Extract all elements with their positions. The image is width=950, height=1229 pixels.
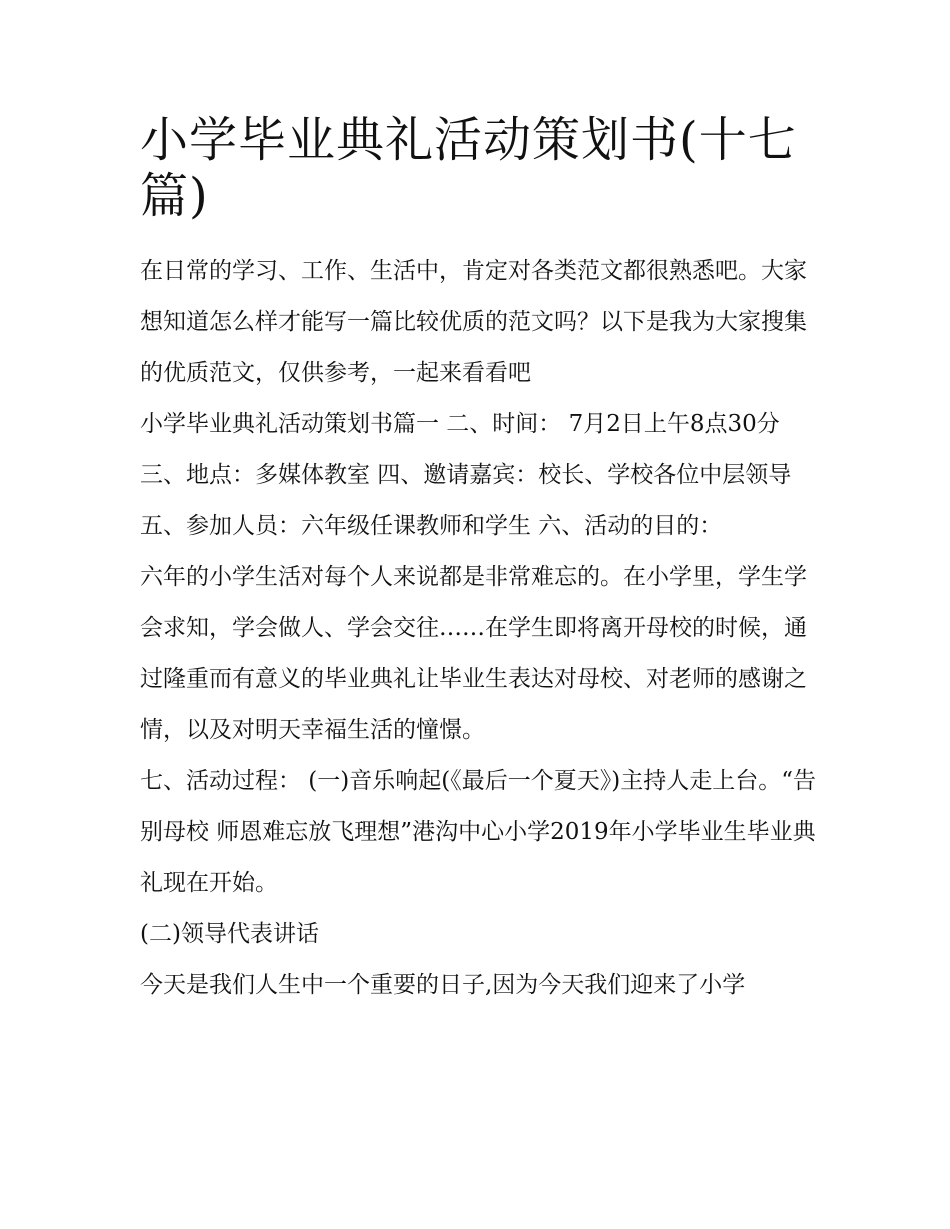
- document-page: [140, 112, 820, 1011]
- paragraph-process: 七、活动过程： (一)音乐响起(《最后一个夏天》)主持人走上台。“告别母校 师恩难忘放飞理想”港沟中心小学2019年小学毕业生毕业典礼现在开始。: [140, 768, 816, 896]
- paragraph-time-location: 小学毕业典礼活动策划书篇一 二、时间： 7月2日上午8点30分 三、地点：多媒体教室 四、邀请嘉宾：校长、学校各位中层领导: [140, 411, 792, 488]
- document-title-line-2: 篇): [140, 168, 209, 224]
- paragraph-leader-speech: (二)领导代表讲话: [140, 921, 319, 947]
- paragraph-purpose: 六年的小学生活对每个人来说都是非常难忘的。在小学里，学生学会求知，学会做人、学会交往……在学生即将离开母校的时候，通过隆重而有意义的毕业典礼让毕业生表达对母校、对老师的感谢之情，以及对明天幸福生活的憧憬。: [140, 564, 807, 743]
- document-title: [140, 112, 820, 224]
- paragraph-today: 今天是我们人生中一个重要的日子,因为今天我们迎来了小学: [140, 972, 746, 998]
- paragraph-intro: 在日常的学习、工作、生活中，肯定对各类范文都很熟悉吧。大家想知道怎么样才能写一篇比较优质的范文吗？以下是我为大家搜集的优质范文，仅供参考，一起来看看吧: [140, 258, 807, 386]
- document-title-line-1: 小学毕业典礼活动策划书(十七: [140, 112, 797, 168]
- paragraph-participants: 五、参加人员：六年级任课教师和学生 六、活动的目的：: [140, 513, 723, 539]
